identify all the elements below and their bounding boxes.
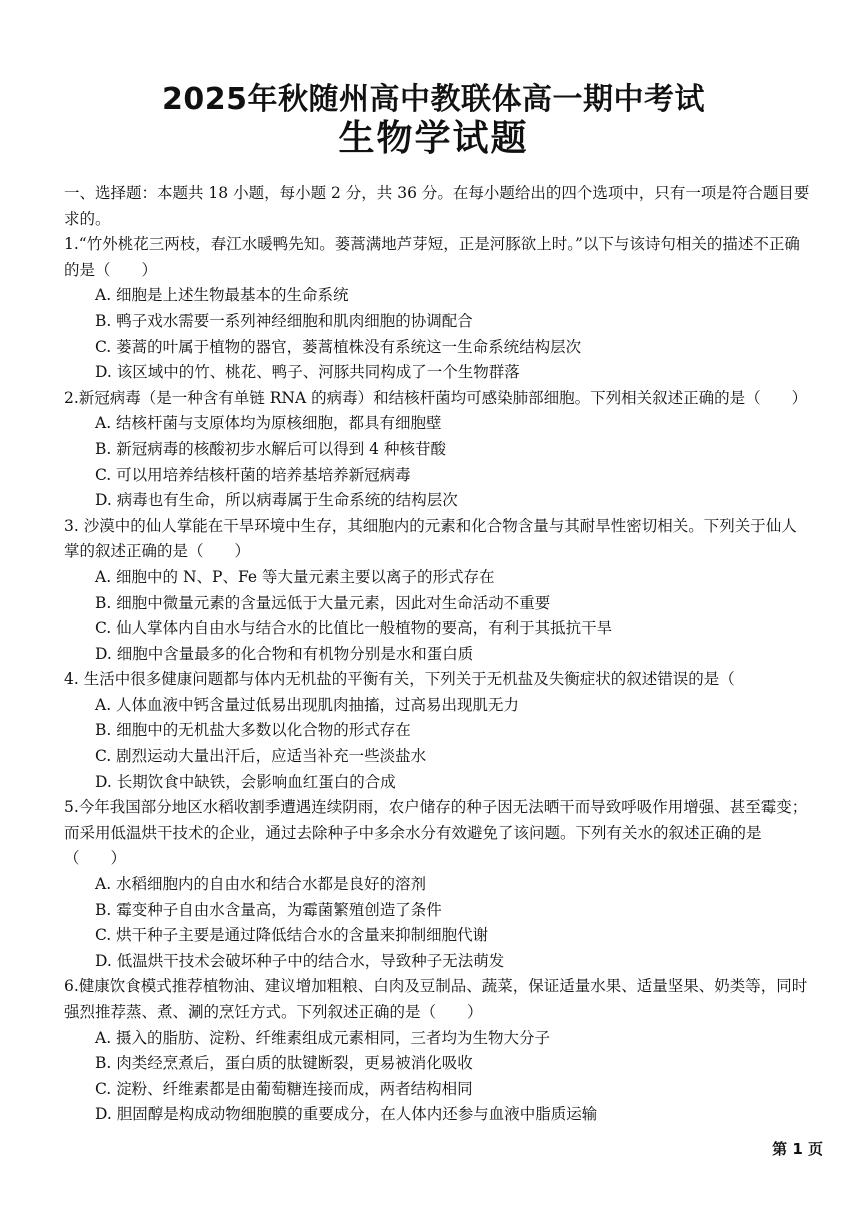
- option-a: A. 细胞中的 N、P、Fe 等大量元素主要以离子的形式存在: [95, 567, 495, 586]
- question-6: [64, 974, 810, 1128]
- option-d: D. 该区域中的竹、桃花、鸭子、河豚共同构成了一个生物群落: [95, 363, 520, 382]
- option-b: B. 细胞中微量元素的含量远低于大量元素，因此对生命活动不重要: [95, 593, 551, 612]
- question-list: [64, 232, 810, 1128]
- exam-subject-title: 生物学试题: [338, 118, 529, 159]
- question-stem: 3. 沙漠中的仙人掌能在干旱环境中生存，其细胞内的元素和化合物含量与其耐旱性密切相关。下列关于仙人掌的叙述正确的是（ ）: [64, 516, 797, 561]
- option-a: A. 细胞是上述生物最基本的生命系统: [95, 286, 349, 305]
- option-list: [64, 411, 810, 513]
- option-list: [64, 565, 810, 667]
- question-2: [64, 386, 810, 514]
- option-c: C. 蒌蒿的叶属于植物的器官，蒌蒿植株没有系统这一生命系统结构层次: [95, 337, 582, 356]
- question-stem: 2.新冠病毒（是一种含有单链 RNA 的病毒）和结核杆菌均可感染肺部细胞。下列相关叙述正确的是（ ）: [64, 388, 808, 407]
- option-c: C. 烘干种子主要是通过降低结合水的含量来抑制细胞代谢: [95, 926, 489, 945]
- option-c: C. 剧烈运动大量出汗后，应适当补充一些淡盐水: [95, 747, 427, 766]
- option-list: [64, 1026, 810, 1128]
- option-a: A. 人体血液中钙含量过低易出现肌肉抽搐，过高易出现肌无力: [95, 695, 520, 714]
- option-list: [64, 693, 810, 795]
- option-a: A. 水稻细胞内的自由水和结合水都是良好的溶剂: [95, 875, 427, 894]
- question-1: [64, 232, 810, 386]
- option-b: B. 细胞中的无机盐大多数以化合物的形式存在: [95, 721, 411, 740]
- option-b: B. 鸭子戏水需要一系列神经细胞和肌肉细胞的协调配合: [95, 311, 473, 330]
- option-list: [64, 872, 810, 974]
- option-d: D. 细胞中含量最多的化合物和有机物分别是水和蛋白质: [95, 644, 474, 663]
- exam-title: 2025年秋随州高中教联体高一期中考试: [162, 82, 705, 117]
- option-d: D. 长期饮食中缺铁，会影响血红蛋白的合成: [95, 772, 396, 791]
- question-3: [64, 514, 810, 668]
- option-b: B. 新冠病毒的核酸初步水解后可以得到 4 种核苷酸: [95, 439, 446, 458]
- question-4: [64, 667, 810, 795]
- option-c: C. 可以用培养结核杆菌的培养基培养新冠病毒: [95, 465, 411, 484]
- question-stem: 4. 生活中很多健康问题都与体内无机盐的平衡有关，下列关于无机盐及失衡症状的叙述错误的是（: [64, 670, 735, 689]
- option-d: D. 病毒也有生命，所以病毒属于生命系统的结构层次: [95, 491, 458, 510]
- option-d: D. 胆固醇是构成动物细胞膜的重要成分，在人体内还参与血液中脂质运输: [95, 1105, 598, 1124]
- option-list: [64, 283, 810, 385]
- option-c: C. 仙人掌体内自由水与结合水的比值比一般植物的要高，有利于其抵抗干旱: [95, 619, 613, 638]
- option-c: C. 淀粉、纤维素都是由葡萄糖连接而成，两者结构相同: [95, 1079, 473, 1098]
- page-footer: 第 1 页: [772, 1140, 823, 1158]
- option-a: A. 摄入的脂肪、淀粉、纤维素组成元素相同，三者均为生物大分子: [95, 1028, 551, 1047]
- question-stem: 6.健康饮食模式推荐植物油、建议增加粗粮、白肉及豆制品、蔬菜，保证适量水果、适量坚果、奶类等，同时强烈推荐蒸、煮、涮的烹饪方式。下列叙述正确的是（ ）: [64, 977, 808, 1021]
- question-stem: 5.今年我国部分地区水稻收割季遭遇连续阴雨，农户储存的种子因无法晒干而导致呼吸作用增强、甚至霉变；而采用低温烘干技术的企业，通过去除种子中多余水分有效避免了该问题。下列有关水的叙述正确的是（ ）: [64, 798, 808, 868]
- option-b: B. 霉变种子自由水含量高，为霉菌繁殖创造了条件: [95, 900, 442, 919]
- option-d: D. 低温烘干技术会破坏种子中的结合水，导致种子无法萌发: [95, 951, 505, 970]
- option-a: A. 结核杆菌与支原体均为原核细胞，都具有细胞壁: [95, 414, 442, 433]
- option-b: B. 肉类经烹煮后，蛋白质的肽键断裂，更易被消化吸收: [95, 1054, 473, 1073]
- question-5: [64, 795, 810, 974]
- question-stem: 1.“竹外桃花三两枝，春江水暖鸭先知。蒌蒿满地芦芽短，正是河豚欲上时。”以下与该诗句相关的描述不正确的是（ ）: [64, 235, 800, 279]
- section-header: 一、选择题：本题共 18 小题，每小题 2 分，共 36 分。在每小题给出的四个选项中，只有一项是符合题目要求的。: [64, 184, 810, 228]
- exam-content: [64, 181, 810, 1128]
